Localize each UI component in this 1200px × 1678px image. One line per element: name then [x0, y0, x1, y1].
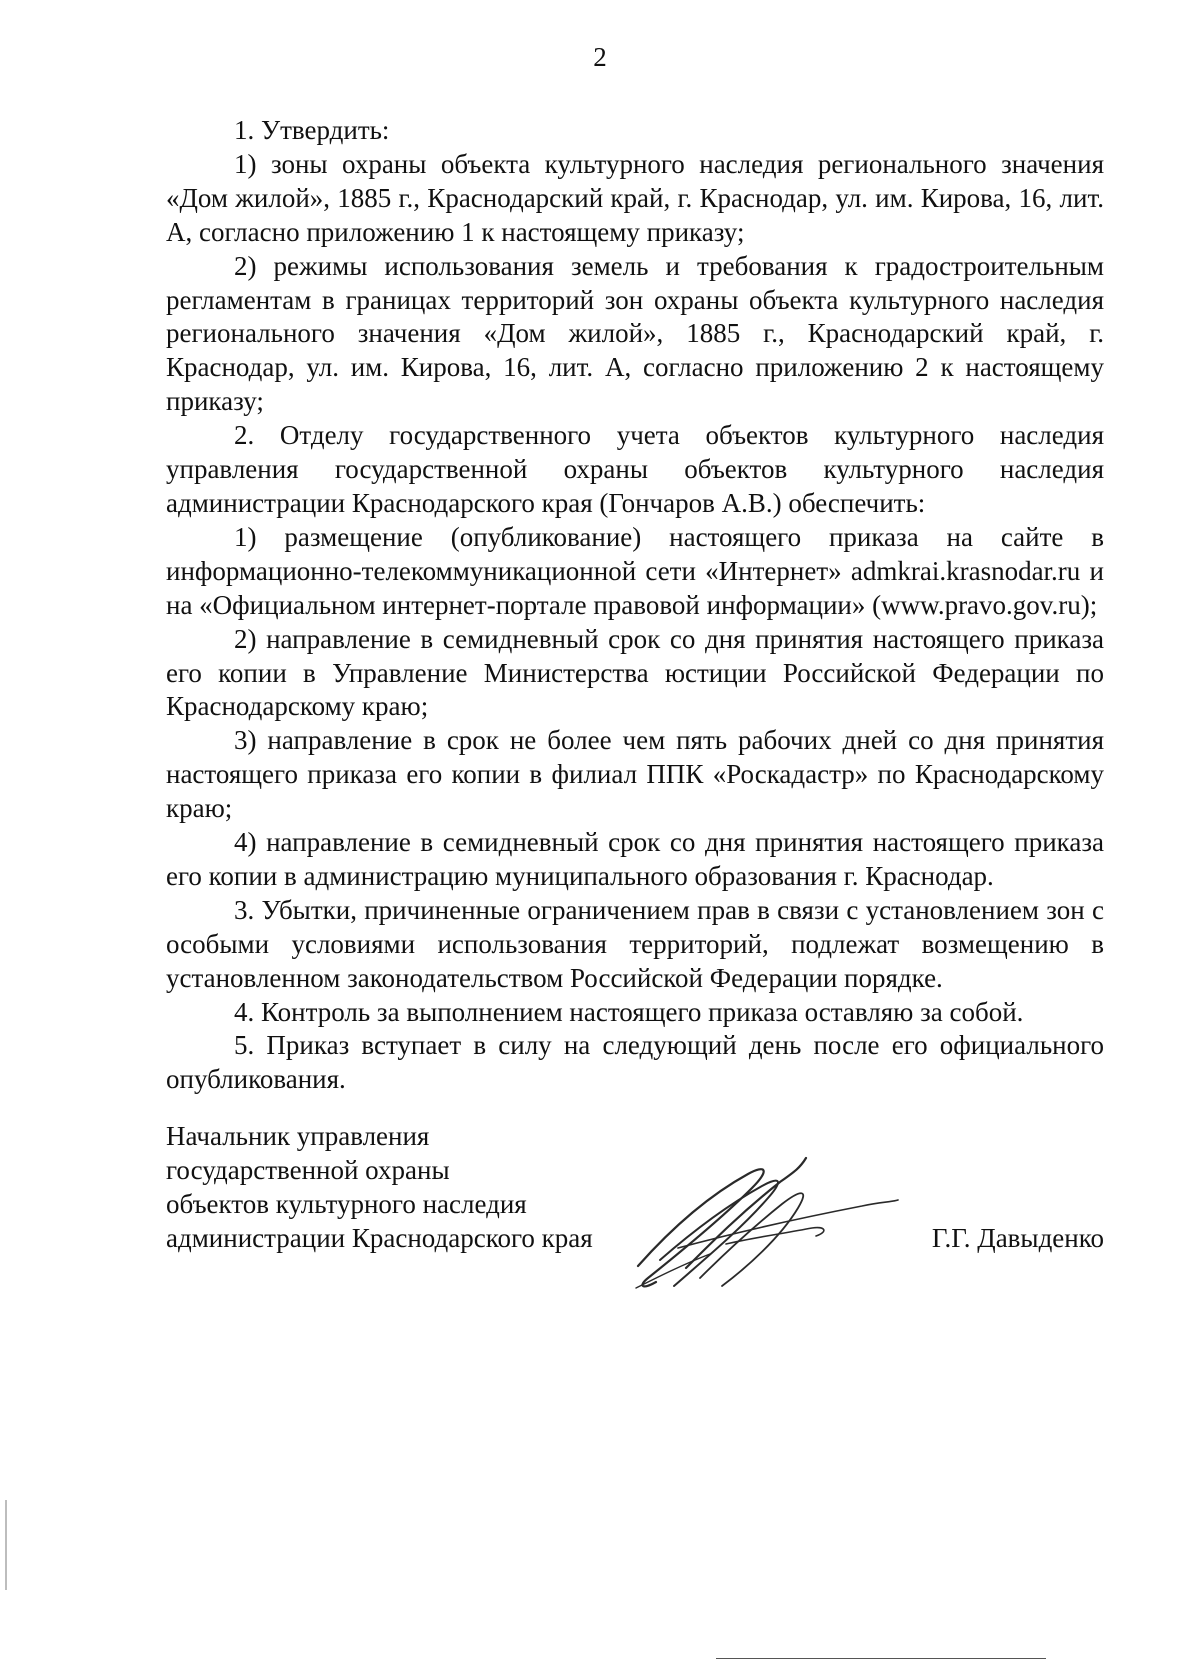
paragraph-publication: 1) размещение (опубликование) настоящего приказа на сайте в информационно-телекоммуникационной сети «Интернет» admkrai.krasnodar.ru и на «Официальном интернет-портале правовой информации» (www.pravo.gov.ru);: [166, 521, 1104, 620]
paragraph-control: 4. Контроль за выполнением настоящего приказа оставляю за собой.: [234, 996, 1024, 1027]
paragraph-effective-date: 5. Приказ вступает в силу на следующий день после его официального опубликования.: [166, 1030, 1104, 1095]
paragraph-approve-zones: 1) зоны охраны объекта культурного наследия регионального значения «Дом жилой», 1885 г., Краснодарский край, г. Краснодар, ул. им. Кирова, 16, лит. А, согласно приложению 1 к настоящему приказу;: [166, 148, 1104, 247]
paragraph-ministry-justice: 2) направление в семидневный срок со дня принятия настоящего приказа его копии в Управление Министерства юстиции Российской Федерации по Краснодарскому краю;: [166, 623, 1104, 722]
order-body: [166, 114, 1104, 1097]
paragraph-approve: 1. Утвердить:: [234, 115, 390, 145]
scan-edge-mark: [5, 1500, 7, 1590]
paragraph-department-ensure: 2. Отделу государственного учета объектов культурного наследия управления государственной охраны объектов культурного наследия администрации Краснодарского края (Гончаров А.В.) обеспечить:: [166, 420, 1104, 518]
signatory-title-line: объектов культурного наследия: [166, 1188, 527, 1219]
handwritten-signature: [630, 1148, 900, 1298]
signatory-title-line: государственной охраны: [166, 1154, 450, 1185]
paragraph-municipality: 4) направление в семидневный срок со дня принятия настоящего приказа его копии в администрацию муниципального образования г. Краснодар.: [166, 827, 1104, 891]
signatory-name: Г.Г. Давыденко: [931, 1222, 1104, 1253]
page-number: 2: [593, 42, 607, 72]
signatory-title-line: администрации Краснодарского края: [166, 1222, 593, 1253]
paragraph-losses: 3. Убытки, причиненные ограничением прав в связи с установлением зон с особыми условиями использования территорий, подлежат возмещению в установленном законодательством Российской Федерации порядке.: [166, 894, 1104, 993]
paragraph-approve-regimes: 2) режимы использования земель и требования к градостроительным регламентам в границах территорий зон охраны объекта культурного наследия регионального значения «Дом жилой», 1885 г., Краснодарский край, г. Краснодар, ул. им. Кирова, 16, лит. А, согласно приложению 2 к настоящему приказу;: [166, 250, 1104, 417]
paragraph-roskadastr: 3) направление в срок не более чем пять рабочих дней со дня принятия настоящего приказа его копии в филиал ППК «Роскадастр» по Краснодарскому краю;: [166, 725, 1104, 824]
signatory-title-line: Начальник управления: [166, 1121, 430, 1151]
bottom-rule: [716, 1658, 1046, 1659]
